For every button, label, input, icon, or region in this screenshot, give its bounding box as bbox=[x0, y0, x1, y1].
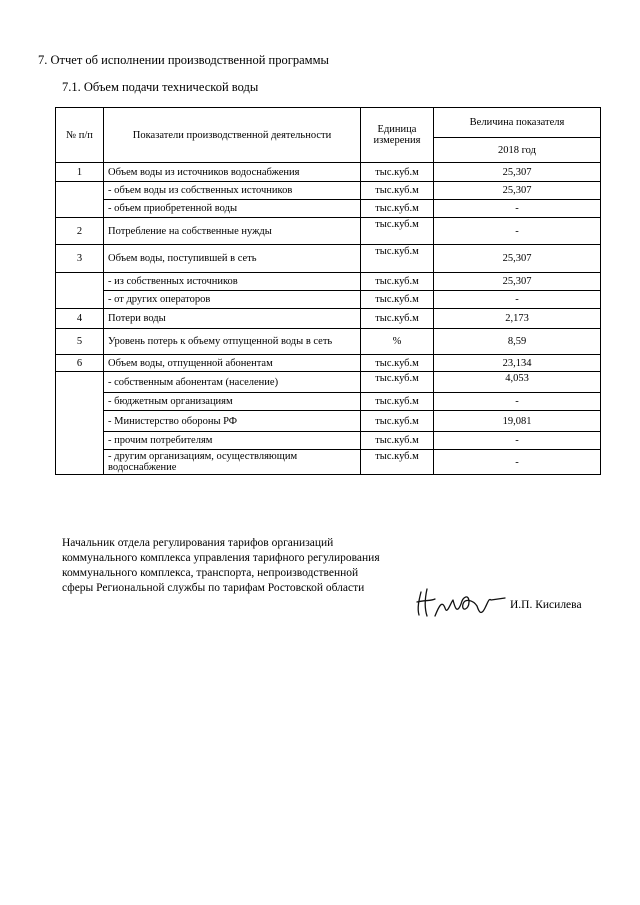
row-value: - bbox=[434, 450, 601, 475]
row-num-empty bbox=[56, 372, 104, 475]
row-value: 25,307 bbox=[434, 182, 601, 200]
signatory-name: И.П. Кисилева bbox=[510, 599, 582, 611]
row-name: Объем воды, поступившей в сеть bbox=[104, 245, 361, 273]
water-supply-table bbox=[55, 107, 601, 475]
row-name: - из собственных источников bbox=[104, 273, 361, 291]
row-name: Объем воды из источников водоснабжения bbox=[104, 163, 361, 182]
row-value: - bbox=[434, 393, 601, 411]
section-heading: 7. Отчет об исполнении производственной программы bbox=[38, 53, 329, 67]
row-value: - bbox=[434, 432, 601, 450]
row-num: 6 bbox=[56, 355, 104, 372]
row-name: - Министерство обороны РФ bbox=[104, 411, 361, 432]
header-indicator: Показатели производственной деятельности bbox=[104, 108, 361, 163]
subsection-heading: 7.1. Объем подачи технической воды bbox=[62, 80, 259, 94]
row-num: 4 bbox=[56, 309, 104, 329]
row-unit: тыс.куб.м bbox=[361, 355, 434, 372]
row-unit: тыс.куб.м bbox=[361, 291, 434, 309]
row-unit: тыс.куб.м bbox=[361, 218, 434, 245]
row-name: - другим организациям, осуществляющим водоснабжение bbox=[104, 450, 361, 475]
row-name: - прочим потребителям bbox=[104, 432, 361, 450]
row-unit: тыс.куб.м bbox=[361, 245, 434, 273]
row-name: Потребление на собственные нужды bbox=[104, 218, 361, 245]
row-unit: тыс.куб.м bbox=[361, 432, 434, 450]
row-name: - собственным абонентам (население) bbox=[104, 372, 361, 393]
row-value: 4,053 bbox=[434, 372, 601, 393]
row-num: 5 bbox=[56, 329, 104, 355]
row-value: 25,307 bbox=[434, 245, 601, 273]
row-name: - от других операторов bbox=[104, 291, 361, 309]
header-num: № п/п bbox=[56, 108, 104, 163]
row-value: - bbox=[434, 200, 601, 218]
row-unit: тыс.куб.м bbox=[361, 273, 434, 291]
row-unit: тыс.куб.м bbox=[361, 182, 434, 200]
row-value: - bbox=[434, 218, 601, 245]
row-name: Объем воды, отпущенной абонентам bbox=[104, 355, 361, 372]
handwritten-signature bbox=[415, 582, 507, 620]
row-name: - объем приобретенной воды bbox=[104, 200, 361, 218]
row-num-empty bbox=[56, 182, 104, 218]
row-unit: тыс.куб.м bbox=[361, 393, 434, 411]
row-value: - bbox=[434, 291, 601, 309]
row-value: 2,173 bbox=[434, 309, 601, 329]
row-name: - бюджетным организациям bbox=[104, 393, 361, 411]
header-value: Величина показателя bbox=[434, 108, 601, 138]
row-num-empty bbox=[56, 273, 104, 309]
row-value: 25,307 bbox=[434, 273, 601, 291]
row-value: 23,134 bbox=[434, 355, 601, 372]
header-year: 2018 год bbox=[434, 138, 601, 163]
header-unit: Единица измерения bbox=[361, 108, 434, 163]
row-unit: тыс.куб.м bbox=[361, 309, 434, 329]
row-value: 25,307 bbox=[434, 163, 601, 182]
signatory-position: Начальник отдела регулирования тарифов организаций коммунального комплекса управления тарифного регулирования коммунального комплекса, транспорта, непроизводственной сферы Региональной службы по тарифам Ростовской области bbox=[62, 537, 380, 594]
row-num: 2 bbox=[56, 218, 104, 245]
row-name: Уровень потерь к объему отпущенной воды в сеть bbox=[104, 329, 361, 355]
row-unit: тыс.куб.м bbox=[361, 163, 434, 182]
row-name: - объем воды из собственных источников bbox=[104, 182, 361, 200]
row-unit: тыс.куб.м bbox=[361, 411, 434, 432]
row-value: 8,59 bbox=[434, 329, 601, 355]
row-value: 19,081 bbox=[434, 411, 601, 432]
row-unit: % bbox=[361, 329, 434, 355]
row-num: 3 bbox=[56, 245, 104, 273]
row-unit: тыс.куб.м bbox=[361, 372, 434, 393]
row-unit: тыс.куб.м bbox=[361, 450, 434, 475]
row-name: Потери воды bbox=[104, 309, 361, 329]
row-unit: тыс.куб.м bbox=[361, 200, 434, 218]
row-num: 1 bbox=[56, 163, 104, 182]
